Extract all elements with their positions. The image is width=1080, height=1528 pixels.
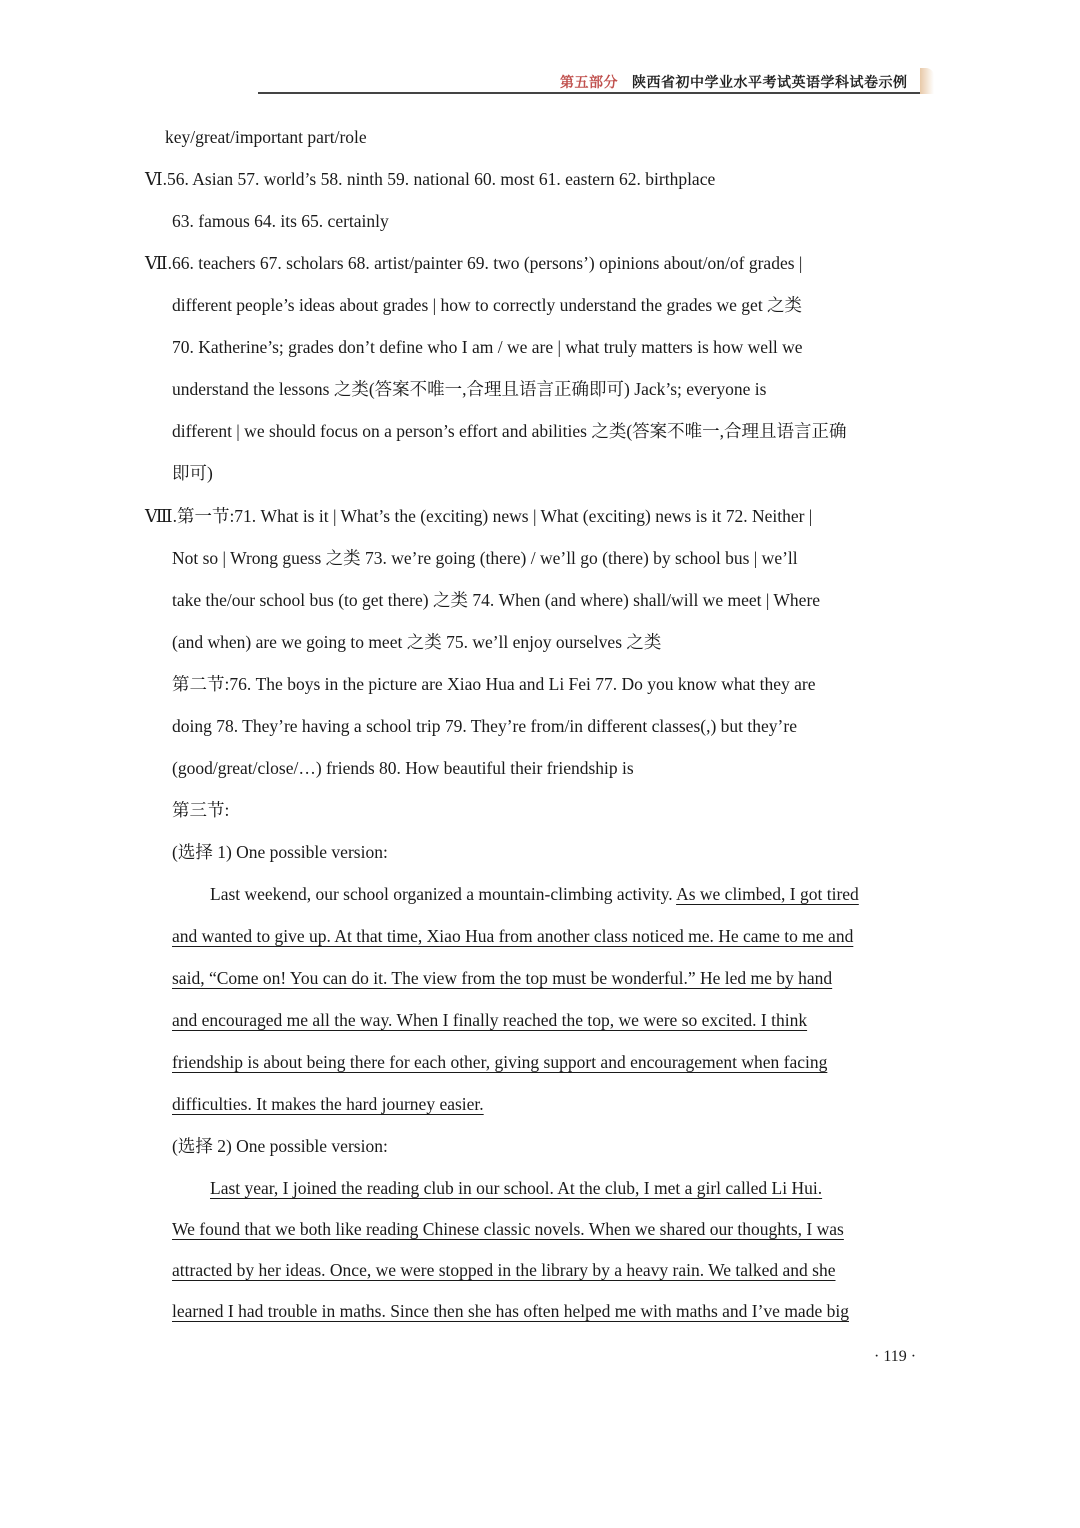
- text-line: Ⅶ.66. teachers 67. scholars 68. artist/painter 69. two (persons’) opinions about/on/of grades |: [145, 253, 803, 273]
- text-line: different people’s ideas about grades | how to correctly understand the grades we get 之类: [172, 295, 803, 315]
- text-line: 即可): [172, 463, 213, 483]
- text-line: take the/our school bus (to get there) 之类 74. When (and where) shall/will we meet | Where: [172, 590, 821, 610]
- text-line: (good/great/close/…) friends 80. How beautiful their friendship is: [172, 758, 634, 778]
- text-line: key/great/important part/role: [165, 127, 367, 147]
- header-part: 第五部分: [560, 76, 618, 91]
- text-line: different | we should focus on a person’s effort and abilities 之类(答案不唯一,合理且语言正确: [172, 421, 847, 441]
- text-line: (and when) are we going to meet 之类 75. we’ll enjoy ourselves 之类: [172, 632, 662, 652]
- page-number: · 119 ·: [874, 1348, 917, 1365]
- running-header: [560, 72, 908, 92]
- text-line: Ⅵ.56. Asian 57. world’s 58. ninth 59. national 60. most 61. eastern 62. birthplace: [145, 169, 716, 189]
- header-rule: [258, 92, 933, 94]
- text-line: understand the lessons 之类(答案不唯一,合理且语言正确即可) Jack’s; everyone is: [172, 379, 767, 399]
- text-line: Not so | Wrong guess 之类 73. we’re going (there) / we’ll go (there) by school bus | we’ll: [172, 548, 798, 568]
- text-line: 63. famous 64. its 65. certainly: [172, 211, 389, 231]
- section-label: 第三节:: [172, 800, 230, 820]
- essay-line: difficulties. It makes the hard journey easier.: [172, 1094, 484, 1114]
- essay-line: [210, 883, 859, 905]
- option-heading: (选择 2) One possible version:: [172, 1136, 388, 1156]
- text-line: 70. Katherine’s; grades don’t define who I am / we are | what truly matters is how well we: [172, 337, 803, 357]
- text-line: 第二节:76. The boys in the picture are Xiao Hua and Li Fei 77. Do you know what they are: [172, 674, 816, 694]
- essay-text: Last weekend, our school organized a mountain-climbing activity.: [210, 884, 673, 904]
- essay-line: We found that we both like reading Chinese classic novels. When we shared our thoughts, I was: [172, 1219, 844, 1239]
- essay-line: attracted by her ideas. Once, we were stopped in the library by a heavy rain. We talked and she: [172, 1260, 836, 1280]
- essay-line: friendship is about being there for each other, giving support and encouragement when facing: [172, 1052, 828, 1072]
- text-line: Ⅷ.第一节:71. What is it | What’s the (exciting) news | What (exciting) news is it 72. Neither |: [145, 506, 813, 526]
- essay-line: learned I had trouble in maths. Since then she has often helped me with maths and I’ve made big: [172, 1301, 849, 1321]
- header-corner-decoration: [920, 68, 934, 94]
- essay-line: Last year, I joined the reading club in our school. At the club, I met a girl called Li Hui.: [210, 1178, 823, 1198]
- essay-line: and wanted to give up. At that time, Xiao Hua from another class noticed me. He came to me and: [172, 926, 854, 946]
- essay-line: said, “Come on! You can do it. The view from the top must be wonderful.” He led me by hand: [172, 968, 833, 988]
- header-title: 陕西省初中学业水平考试英语学科试卷示例: [632, 76, 908, 91]
- text-line: doing 78. They’re having a school trip 79. They’re from/in different classes(,) but they’re: [172, 716, 797, 736]
- essay-line: and encouraged me all the way. When I finally reached the top, we were so excited. I think: [172, 1010, 808, 1030]
- option-heading: (选择 1) One possible version:: [172, 842, 388, 862]
- essay-underlined-text: As we climbed, I got tired: [676, 884, 859, 904]
